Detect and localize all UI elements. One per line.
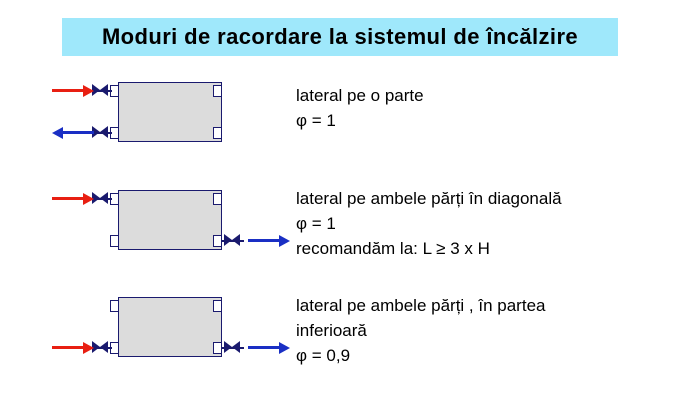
valve-triangle-right	[100, 126, 108, 138]
return-arrow-blue	[248, 239, 280, 242]
radiator-body	[118, 297, 222, 357]
radiator-body	[118, 190, 222, 250]
caption-diagonal	[296, 186, 562, 261]
arrow-head	[83, 193, 94, 205]
arrow-shaft	[52, 197, 84, 200]
connector-nub-top-left	[110, 300, 119, 312]
title-banner	[62, 18, 618, 56]
valve-triangle-right	[100, 192, 108, 204]
caption-line: φ = 1	[296, 214, 336, 233]
diagram-one-sided	[0, 70, 700, 160]
supply-arrow-red	[52, 89, 84, 92]
page-title: Moduri de racordare la sistemul de încălzire	[101, 24, 579, 49]
caption-line: lateral pe ambele părți , în partea	[296, 296, 546, 315]
supply-valve-icon	[92, 84, 108, 97]
supply-valve-icon	[92, 341, 108, 354]
supply-arrow-red	[52, 346, 84, 349]
arrow-head	[52, 127, 63, 139]
caption-line: recomandăm la: L ≥ 3 x H	[296, 239, 490, 258]
return-valve-icon	[224, 234, 240, 247]
caption-bottom-both-sides	[296, 293, 545, 368]
arrow-shaft	[52, 346, 84, 349]
connector-nub-bottom-left	[110, 235, 119, 247]
valve-triangle-right	[232, 341, 240, 353]
caption-line: φ = 1	[296, 111, 336, 130]
supply-valve-icon	[92, 192, 108, 205]
caption-line: lateral pe ambele părți în diagonală	[296, 189, 562, 208]
connector-nub-bottom-right	[213, 127, 222, 139]
return-arrow-blue	[248, 346, 280, 349]
valve-triangle-left	[224, 234, 232, 246]
return-valve-icon	[224, 341, 240, 354]
valve-triangle-left	[224, 341, 232, 353]
caption-one-sided	[296, 83, 424, 133]
caption-line: inferioară	[296, 321, 367, 340]
arrow-shaft	[248, 346, 280, 349]
connector-nub-bottom-right	[213, 342, 222, 354]
arrow-head	[279, 342, 290, 354]
arrow-shaft	[52, 89, 84, 92]
valve-triangle-right	[100, 84, 108, 96]
supply-arrow-red	[52, 197, 84, 200]
connector-nub-top-right	[213, 193, 222, 205]
caption-line: lateral pe o parte	[296, 86, 424, 105]
diagram-diagonal	[0, 178, 700, 273]
return-arrow-blue	[62, 131, 94, 134]
arrow-shaft	[62, 131, 94, 134]
arrow-head	[83, 85, 94, 97]
arrow-shaft	[248, 239, 280, 242]
connector-nub-top-right	[213, 85, 222, 97]
caption-line: φ = 0,9	[296, 346, 351, 365]
valve-triangle-right	[232, 234, 240, 246]
radiator-body	[118, 82, 222, 142]
arrow-head	[279, 235, 290, 247]
diagram-bottom-both-sides	[0, 285, 700, 380]
valve-triangle-right	[100, 341, 108, 353]
return-valve-icon	[92, 126, 108, 139]
connector-nub-top-right	[213, 300, 222, 312]
arrow-head	[83, 342, 94, 354]
connector-nub-bottom-right	[213, 235, 222, 247]
